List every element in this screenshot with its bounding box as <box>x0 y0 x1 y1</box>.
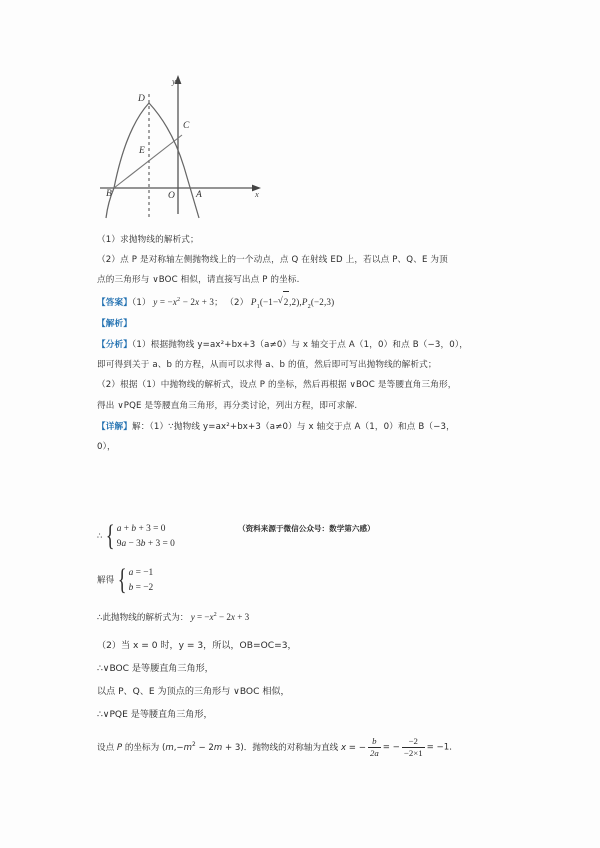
answer-line <box>97 291 515 313</box>
fraction-b-over-2a <box>368 736 381 759</box>
xiangjie-line-1 <box>97 416 515 437</box>
fenxi-line-4: 得出 ∨PQE 是等腰直角三角形，再分类讨论，列出方程，即可求解. <box>97 400 358 411</box>
left-brace-1: { <box>106 519 116 553</box>
step-5: ∴∨PQE 是等腰直角三角形， <box>97 710 213 720</box>
label-E: E <box>139 146 145 156</box>
answer-part2-label: （2） <box>225 297 249 308</box>
fenxi-line-2: 即可得到关于 a、b 的方程，从而可以求得 a、b 的值，然后即可写出抛物线的解析式； <box>97 360 437 371</box>
source-note: （资料来源于微信公众号：数学第六感） <box>238 524 375 533</box>
label-C: C <box>183 121 190 131</box>
answer-part1-y: y <box>153 296 158 307</box>
frac1-numerator: b <box>372 735 377 746</box>
question-1: （1）求抛物线的解析式； <box>97 235 199 245</box>
question-2-line-1: （2）点 P 是对称轴左侧抛物线上的一个动点，点 Q 在射线 ED 上，若以点 P、Q、E 为顶 <box>97 255 448 266</box>
answer-part1-label: （1） <box>131 297 151 308</box>
equation-system-1 <box>97 519 176 553</box>
system2-row1: a = −1 <box>128 568 154 578</box>
step-2: （2）当 x = 0 时，y = 3，所以，OB=OC=3， <box>97 641 297 651</box>
frac1-denominator: 2a <box>369 747 379 758</box>
conclusion-1-expr: $y = -x^2 - 2x + 3$ <box>190 610 250 622</box>
system2-row2: b = −2 <box>128 582 154 593</box>
answer-p1: $P_1(-1-$ √ 2,2), <box>251 297 302 307</box>
label-B: B <box>106 189 112 199</box>
answer-p2: $P_2(-2,3)$ <box>301 296 335 310</box>
jiexi-tag: 【解析】 <box>97 318 132 329</box>
solution-text-body <box>97 230 515 457</box>
conclusion-1 <box>97 611 249 623</box>
label-A: A <box>196 190 202 200</box>
figure-svg <box>92 62 272 224</box>
frac2-numerator: −2 <box>408 735 418 746</box>
solve-label: 解得 <box>97 575 115 586</box>
fenxi-text-1: （1）根据抛物线 y=ax²+bx+3（a≠0）与 x 轴交于点 A（1，0）和点 B（−3，0）， <box>131 340 469 351</box>
step-6 <box>97 736 458 759</box>
answer-part1-expr: = $-x^2 - 2x + 3$ <box>157 295 215 307</box>
frac2-denominator: −2×1 <box>403 747 423 758</box>
left-brace-2: { <box>117 563 127 597</box>
xiangjie-intro-cont: 0）， <box>97 442 116 453</box>
xiangjie-intro: 解：（1）∵抛物线 y=ax²+bx+3（a≠0）与 x 轴交于点 A（1，0）和点 B（−3， <box>131 421 455 432</box>
parabola-coordinate-diagram <box>92 62 272 224</box>
step-4: 以点 P、Q、E 为顶点的三角形与 ∨BOC 相似， <box>97 687 290 697</box>
step-6-equals: = − <box>382 742 400 753</box>
answer-separator: ； <box>214 297 223 308</box>
fraction-neg2-over-neg2x1 <box>402 736 425 759</box>
step-6-prefix: 设点 P 的坐标为 $(m,-m^2 - 2m + 3)$．抛物线的对称轴为直线 x = − <box>97 741 366 753</box>
fenxi-line-1 <box>97 334 515 355</box>
label-y-axis: y <box>172 76 176 86</box>
fenxi-tag: 【分析】 <box>97 340 132 351</box>
therefore-symbol-1: ∴ <box>97 530 103 541</box>
jiexi-tag-line <box>97 313 515 334</box>
fenxi-line-3: （2）根据（1）中抛物线的解析式，设点 P 的坐标，然后再根据 ∨BOC 是等腰直角三角形， <box>97 380 457 391</box>
xiangjie-tag: 【详解】 <box>97 421 132 432</box>
conclusion-1-prefix: ∴此抛物线的解析式为： <box>97 613 189 623</box>
step-6-result: = −1． <box>426 742 458 753</box>
system1-row1: a + b + 3 = 0 <box>116 524 166 534</box>
equation-system-2 <box>97 563 154 597</box>
brace-system-1 <box>103 519 175 553</box>
label-D: D <box>138 94 145 104</box>
step-3: ∴∨BOC 是等腰直角三角形， <box>97 664 214 674</box>
answer-tag: 【答案】 <box>97 297 132 308</box>
label-O: O <box>168 191 175 201</box>
brace-system-2 <box>115 563 154 597</box>
question-2-line-2: 点的三角形与 ∨BOC 相似，请直接写出点 P 的坐标. <box>97 275 300 286</box>
label-x-axis: x <box>255 189 259 199</box>
line-BC <box>114 135 182 188</box>
system1-row2: 9a − 3b + 3 = 0 <box>116 538 175 549</box>
